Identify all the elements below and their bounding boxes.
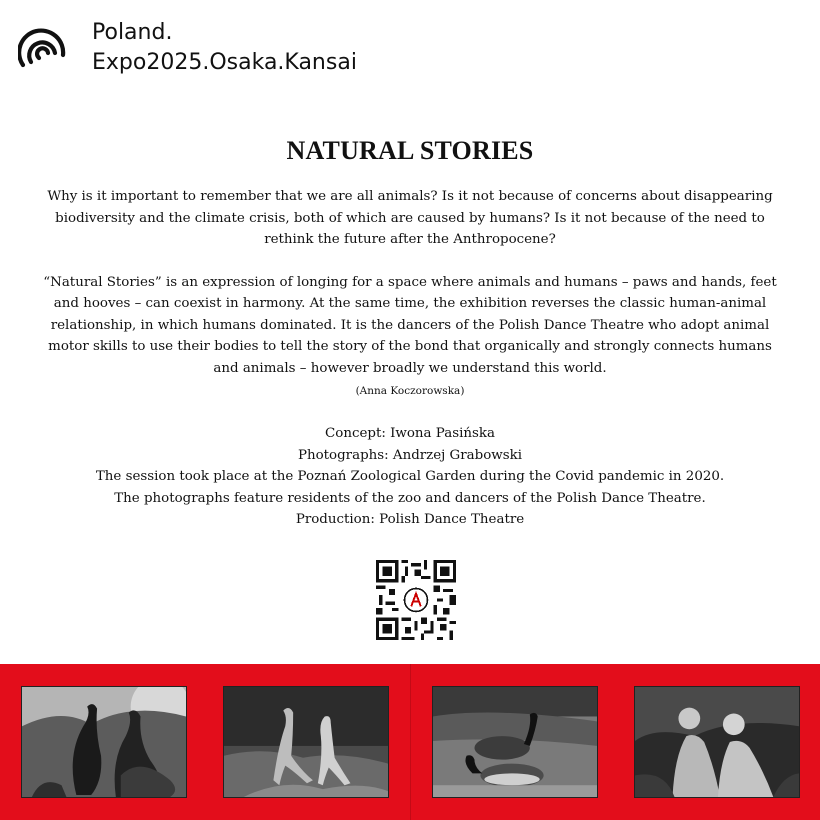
- qr-code-icon[interactable]: [376, 560, 456, 640]
- credit-session: The session took place at the Poznań Zoological Garden during the Covid pandemic in 2020.: [95, 469, 725, 484]
- geese-photo: [432, 686, 598, 798]
- credit-residents: The photographs feature residents of the zoo and dancers of the Polish Dance Theatre.: [114, 490, 706, 506]
- credits: [40, 423, 780, 531]
- attribution: (Anna Koczorowska): [355, 385, 465, 397]
- photo-gallery: [0, 664, 820, 820]
- brand-line-1: Poland.: [92, 20, 173, 45]
- intro-paragraph: Why is it important to remember that we are all animals? Is it not because of concerns about disappearing biodiversity and the climate crisis, both of which are caused by humans? Is it not because of the need to rethink the future after the Anthropocene?: [47, 189, 773, 247]
- credit-concept: Concept: Iwona Pasińska: [325, 426, 495, 441]
- main-content: [40, 136, 780, 531]
- header: [18, 18, 378, 82]
- brand-line-2: Expo2025.Osaka.Kansai: [92, 50, 357, 75]
- expo-swirl-logo-icon: [18, 24, 68, 74]
- credit-photographs: Photographs: Andrzej Grabowski: [297, 447, 523, 463]
- brand-title: [92, 18, 357, 78]
- peacock-photo: [21, 686, 187, 798]
- dancers-photo: [223, 686, 389, 798]
- crouching-men-photo: [634, 686, 800, 798]
- description-paragraph: “Natural Stories” is an expression of longing for a space where animals and humans – paws and hands, feet and hooves – can coexist in harmony. At the same time, the exhibition reverses the classic human-animal relationship, in which humans dominated. It is the dancers of the Polish Dance Theatre who adopt animal motor skills to use their bodies to tell the story of the bond that organically and strongly connects humans and animals – however broadly we understand this world.: [43, 274, 777, 376]
- page-title: NATURAL STORIES: [286, 136, 534, 165]
- credit-production: Production: Polish Dance Theatre: [295, 512, 525, 527]
- gallery-divider: [410, 664, 411, 820]
